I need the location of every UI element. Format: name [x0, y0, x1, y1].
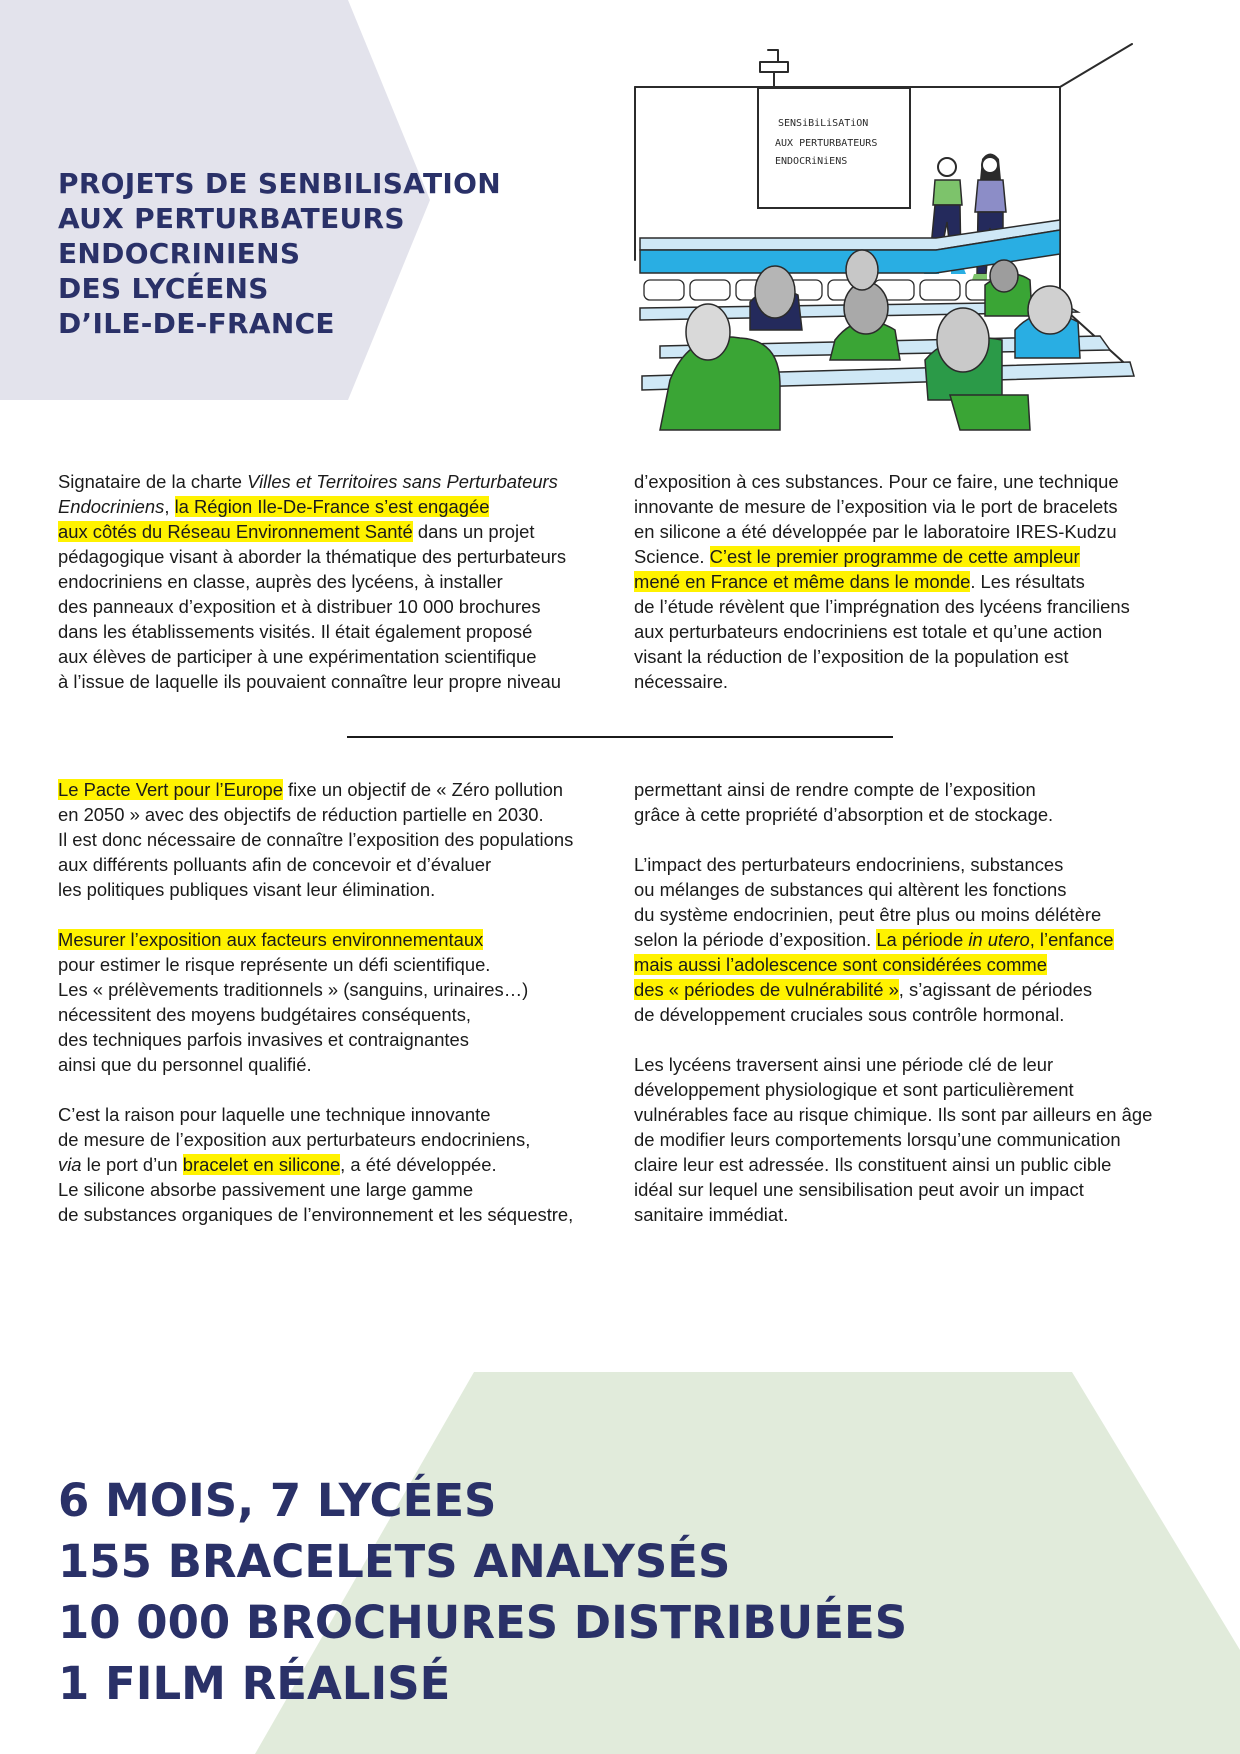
text-line: du système endocrinien, peut être plus ou moins délétère: [634, 904, 1102, 925]
text-line: en 2050 » avec des objectifs de réduction partielle en 2030.: [58, 804, 544, 825]
text-line: des techniques parfois invasives et contraignantes: [58, 1029, 469, 1050]
title-line: DES LYCÉENS: [58, 272, 269, 305]
text-line: sanitaire immédiat.: [634, 1204, 789, 1225]
text-line: pédagogique visant à aborder la thématique des perturbateurs: [58, 546, 567, 567]
text-segment: Science.: [634, 546, 710, 567]
text-line: des panneaux d’exposition et à distribuer 10 000 brochures: [58, 596, 541, 617]
highlighted-text: Le Pacte Vert pour l’Europe: [58, 779, 283, 800]
key-figure-line: 6 MOIS, 7 LYCÉES: [58, 1474, 497, 1527]
highlighted-text: [876, 929, 1113, 950]
text-line: [58, 777, 618, 802]
paragraph: [58, 927, 618, 1077]
text-line: [634, 544, 1194, 569]
text-line: à l’issue de laquelle ils pouvaient connaître leur propre niveau: [58, 671, 561, 692]
text-line: permettant ainsi de rendre compte de l’exposition: [634, 779, 1036, 800]
paragraph: [58, 1102, 618, 1227]
text-segment: , s’agissant de périodes: [898, 979, 1093, 1000]
text-line: idéal sur lequel une sensibilisation peut avoir un impact: [634, 1179, 1084, 1200]
text-line: endocriniens en classe, auprès des lycéens, à installer: [58, 571, 503, 592]
text-line: [58, 494, 618, 519]
paragraph: [634, 1052, 1194, 1227]
title-line: AUX PERTURBATEURS: [58, 202, 405, 235]
key-figure-line: 1 FILM RÉALISÉ: [58, 1657, 451, 1710]
text-line: les politiques publiques visant leur élimination.: [58, 879, 436, 900]
page-title: [58, 166, 518, 341]
text-segment: fixe un objectif de « Zéro pollution: [282, 779, 564, 800]
text-line: aux perturbateurs endocriniens est totale et qu’une action: [634, 621, 1103, 642]
title-line: ENDOCRINIENS: [58, 237, 301, 270]
projector-icon: [760, 50, 788, 87]
text-line: L’impact des perturbateurs endocriniens, substances: [634, 854, 1064, 875]
body-right-column: [634, 777, 1194, 1252]
text-line: ou mélanges de substances qui altèrent les fonctions: [634, 879, 1067, 900]
body-left-column: [58, 777, 618, 1252]
italic-text: via: [58, 1154, 82, 1175]
text-line: aux élèves de participer à une expérimentation scientifique: [58, 646, 537, 667]
text-segment: , a été développée.: [340, 1154, 497, 1175]
highlighted-text: C’est le premier programme de cette ampleur: [709, 546, 1080, 567]
intro-left-column: [58, 469, 618, 694]
text-segment: le port d’un: [81, 1154, 183, 1175]
key-figures: [58, 1470, 907, 1714]
text-line: d’exposition à ces substances. Pour ce faire, une technique: [634, 471, 1119, 492]
text-line: [58, 927, 618, 952]
text-segment: , l’enfance: [1029, 929, 1114, 950]
key-figure-line: 10 000 BROCHURES DISTRIBUÉES: [58, 1596, 908, 1649]
highlighted-text: bracelet en silicone: [182, 1154, 341, 1175]
text-line: C’est la raison pour laquelle une technique innovante: [58, 1104, 491, 1125]
seat-rows: [644, 280, 1006, 300]
text-line: nécessaire.: [634, 671, 729, 692]
section-divider: [347, 736, 893, 738]
screen-text-line: SENSiBiLiSATiON: [778, 118, 869, 129]
paragraph: [58, 777, 618, 902]
text-segment: ,: [164, 496, 175, 517]
text-line: grâce à cette propriété d’absorption et de stockage.: [634, 804, 1054, 825]
text-line: développement physiologique et sont particulièrement: [634, 1079, 1074, 1100]
classroom-illustration: [630, 40, 1140, 435]
text-line: [634, 952, 1194, 977]
ceiling-line: [635, 44, 1132, 87]
text-line: de développement cruciales sous contrôle hormonal.: [634, 1004, 1065, 1025]
charter-name-italic: Villes et Territoires sans Perturbateurs: [247, 471, 558, 492]
text-line: [58, 469, 618, 494]
highlighted-text: des « périodes de vulnérabilité »: [634, 979, 899, 1000]
text-line: de mesure de l’exposition aux perturbateurs endocriniens,: [58, 1129, 531, 1150]
highlighted-text: mais aussi l’adolescence sont considérées comme: [634, 954, 1047, 975]
text-segment: selon la période d’exposition.: [634, 929, 877, 950]
text-line: de l’étude révèlent que l’imprégnation des lycéens franciliens: [634, 596, 1130, 617]
text-line: [634, 927, 1194, 952]
highlighted-text: aux côtés du Réseau Environnement Santé: [58, 521, 413, 542]
key-figure-line: 155 BRACELETS ANALYSÉS: [58, 1535, 731, 1588]
screen-text-line: ENDOCRiNiENS: [775, 156, 848, 167]
text-line: de substances organiques de l’environnement et les séquestre,: [58, 1204, 574, 1225]
text-line: vulnérables face au risque chimique. Ils sont par ailleurs en âge: [634, 1104, 1153, 1125]
intro-right-column: [634, 469, 1194, 694]
screen-text-line: AUX PERTURBATEURS: [775, 138, 878, 149]
text-line: [58, 519, 618, 544]
text-segment: dans un projet: [412, 521, 535, 542]
text-line: de modifier leurs comportements lorsqu’une communication: [634, 1129, 1121, 1150]
text-line: [58, 1152, 618, 1177]
text-line: pour estimer le risque représente un défi scientifique.: [58, 954, 491, 975]
text-segment: La période: [876, 929, 969, 950]
text-line: dans les établissements visités. Il était également proposé: [58, 621, 533, 642]
paragraph: [634, 852, 1194, 1027]
text-line: Il est donc nécessaire de connaître l’exposition des populations: [58, 829, 574, 850]
text-segment: . Les résultats: [970, 571, 1085, 592]
text-line: visant la réduction de l’exposition de la population est: [634, 646, 1069, 667]
text-line: aux différents polluants afin de concevoir et d’évaluer: [58, 854, 492, 875]
text-line: ainsi que du personnel qualifié.: [58, 1054, 312, 1075]
students: [660, 250, 1080, 430]
charter-name-italic: Endocriniens: [58, 496, 165, 517]
title-line: D’ILE-DE-FRANCE: [58, 307, 335, 340]
text-segment: Signataire de la charte: [58, 471, 248, 492]
text-line: Le silicone absorbe passivement une large gamme: [58, 1179, 474, 1200]
paragraph: [634, 777, 1194, 827]
text-line: claire leur est adressée. Ils constituent ainsi un public cible: [634, 1154, 1112, 1175]
italic-text: in utero: [968, 929, 1030, 950]
highlighted-text: mené en France et même dans le monde: [634, 571, 971, 592]
text-line: [634, 977, 1194, 1002]
highlighted-text: Mesurer l’exposition aux facteurs environnementaux: [58, 929, 484, 950]
text-line: en silicone a été développée par le laboratoire IRES-Kudzu: [634, 521, 1117, 542]
text-line: Les lycéens traversent ainsi une période clé de leur: [634, 1054, 1054, 1075]
title-line: PROJETS DE SENBILISATION: [58, 167, 501, 200]
text-line: [634, 569, 1194, 594]
text-line: innovante de mesure de l’exposition via le port de bracelets: [634, 496, 1118, 517]
highlighted-text: la Région Ile-De-France s’est engagée: [174, 496, 490, 517]
text-line: nécessitent des moyens budgétaires conséquents,: [58, 1004, 472, 1025]
text-line: Les « prélèvements traditionnels » (sanguins, urinaires…): [58, 979, 529, 1000]
